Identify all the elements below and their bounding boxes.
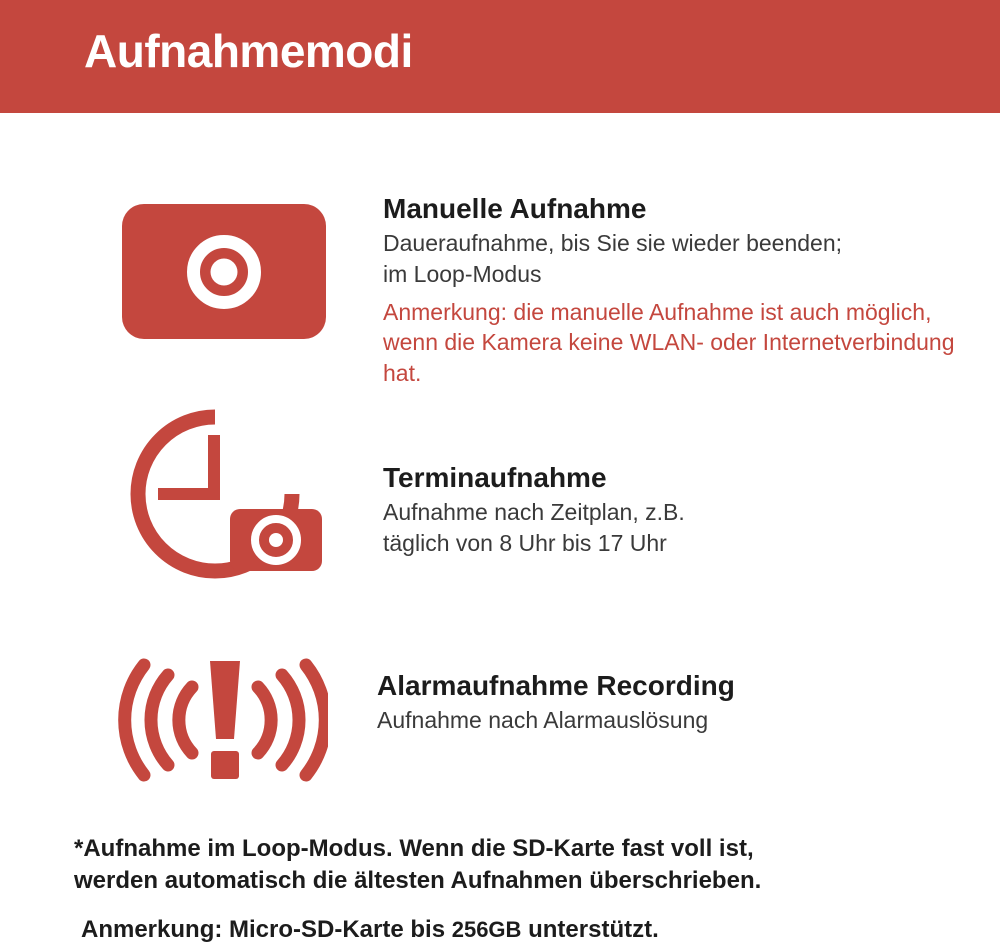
footer-line-3-suffix: unterstützt. — [521, 915, 659, 943]
footer-notes — [74, 833, 954, 946]
schedule-recording-desc-line1: Aufnahme nach Zeitplan, z.B. — [383, 499, 685, 526]
manual-recording-text — [383, 193, 978, 388]
manual-recording-desc-line1: Daueraufnahme, bis Sie sie wieder beenden; — [383, 230, 843, 257]
footer-line-2: werden automatisch die ältesten Aufnahmen überschrieben. — [74, 867, 762, 895]
footer-sd-capacity: 256GB — [451, 916, 522, 942]
schedule-recording-text — [383, 462, 978, 558]
list-item-schedule-recording — [0, 405, 1000, 600]
record-target-icon — [122, 204, 326, 339]
list-item-alarm-recording — [0, 645, 1000, 810]
alarm-exclamation-icon — [118, 657, 328, 787]
footer-line-3 — [74, 914, 954, 946]
clock-schedule-icon — [118, 405, 333, 585]
page-title: Aufnahmemodi — [84, 25, 413, 77]
footer-line-1: *Aufnahme im Loop-Modus. Wenn die SD-Karte fast voll ist, — [74, 835, 754, 862]
alarm-recording-title: Alarmaufnahme Recording — [377, 670, 735, 701]
alarm-recording-desc-line1: Aufnahme nach Alarmauslösung — [377, 707, 709, 734]
schedule-recording-desc-line2: täglich von 8 Uhr bis 17 Uhr — [383, 529, 667, 556]
manual-recording-note: Anmerkung: die manuelle Aufnahme ist auch möglich, wenn die Kamera keine WLAN- oder Internetverbindung hat. — [383, 298, 955, 386]
alarm-recording-text — [377, 670, 977, 736]
manual-recording-desc-line2: im Loop-Modus — [383, 260, 542, 287]
page-header — [0, 0, 1000, 113]
manual-recording-title: Manuelle Aufnahme — [383, 193, 647, 224]
footer-line-3-prefix: Anmerkung: Micro-SD-Karte bis — [81, 915, 452, 943]
schedule-recording-title: Terminaufnahme — [383, 462, 607, 493]
list-item-manual-recording — [0, 180, 1000, 395]
